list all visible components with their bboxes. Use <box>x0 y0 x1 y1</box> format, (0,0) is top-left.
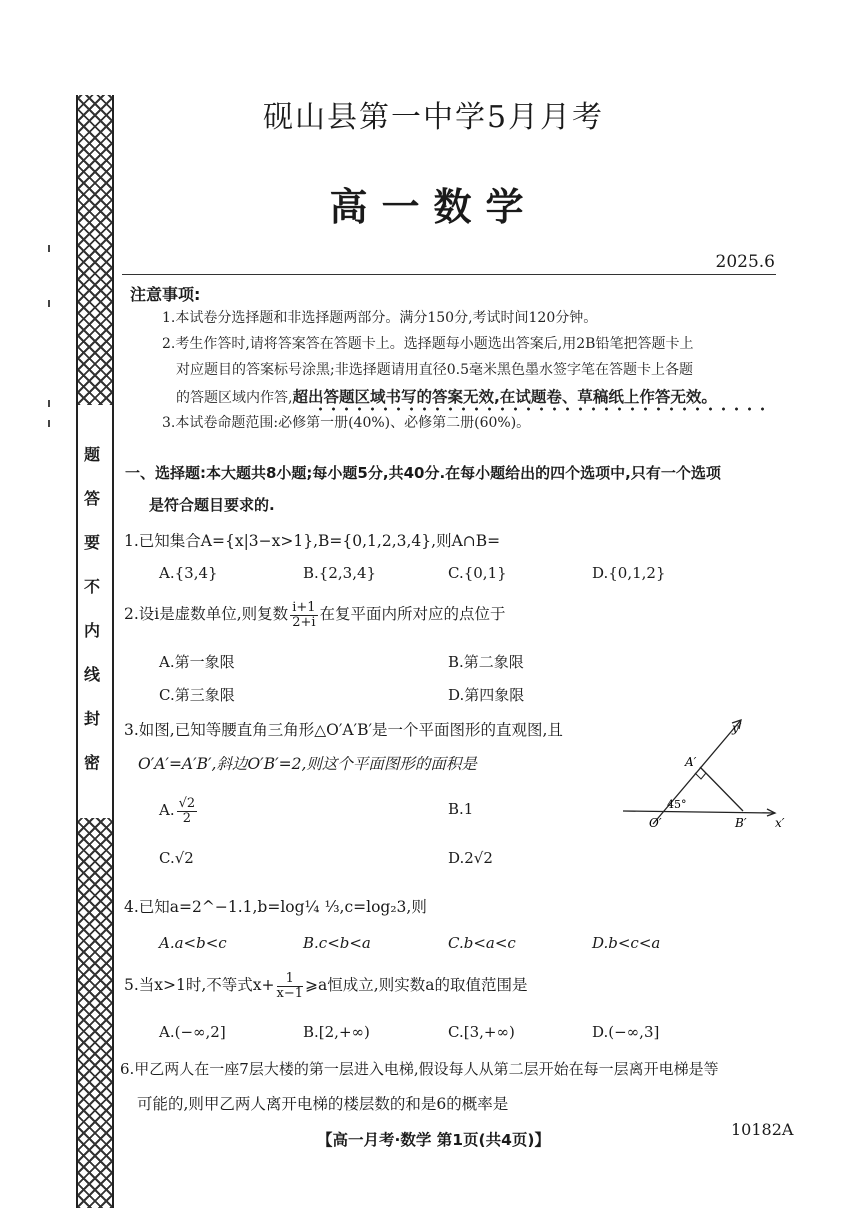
q3-option-c: C.√2 <box>159 849 194 867</box>
q4-option-c: C.b<a<c <box>448 934 516 952</box>
notice-item-1: 1.本试卷分选择题和非选择题两部分。满分150分,考试时间120分钟。 <box>162 310 598 326</box>
q2-frac-denominator: 2+i <box>292 614 316 630</box>
section-heading-line-1: 一、选择题:本大题共8小题;每小题5分,共40分.在每小题给出的四个选项中,只有一个选项 <box>125 464 721 482</box>
notice-normal-text: 的答题区域内作答, <box>176 390 293 406</box>
q3-option-a-fraction <box>177 797 198 825</box>
notice-item-3: 3.本试卷命题范围:必修第一册(40%)、必修第二册(60%)。 <box>162 415 531 431</box>
q2-option-c: C.第三象限 <box>159 686 235 704</box>
q2-option-a: A.第一象限 <box>159 653 235 671</box>
q5-stem-end: ⩾a恒成立,则实数a的取值范围是 <box>305 976 528 995</box>
binding-char-8: 题 <box>84 445 101 464</box>
point-a-label: A′ <box>685 755 697 769</box>
binding-char-2: 封 <box>84 709 101 728</box>
q3-option-b: B.1 <box>448 800 474 818</box>
segment-a-b <box>700 767 743 811</box>
q4-option-d: D.b<c<a <box>592 934 661 952</box>
q4-option-a: A.a<b<c <box>159 934 227 952</box>
notice-emphasis-text: 超出答题区域书写的答案无效,在试题卷、草稿纸上作答无效。 <box>292 388 717 406</box>
point-o-label: O′ <box>649 816 662 830</box>
cut-line-mark <box>48 400 50 407</box>
question-4-stem: 4.已知a=2^−1.1,b=log¼ ⅓,c=log₂3,则 <box>124 898 427 916</box>
angle-label: 45° <box>667 798 687 811</box>
x-axis-line <box>623 811 775 813</box>
binding-char-1: 密 <box>84 753 101 772</box>
point-b-label: B′ <box>735 816 747 830</box>
binding-char-7: 答 <box>84 489 101 508</box>
q3-option-a-denominator: 2 <box>182 810 192 826</box>
q3-option-a-prefix: A. <box>159 801 175 820</box>
q1-option-c: C.{0,1} <box>448 564 507 582</box>
binding-strip-pattern-top <box>76 95 114 405</box>
header-divider <box>122 274 776 275</box>
q5-option-d: D.(−∞,3] <box>592 1023 660 1041</box>
x-axis-label: x′ <box>775 816 785 830</box>
page-footer: 【高一月考·数学 第1页(共4页)】 <box>316 1131 551 1149</box>
q2-frac-numerator: i+1 <box>292 600 316 615</box>
q5-frac-numerator: 1 <box>277 972 304 987</box>
notice-item-2-line-1: 2.考生作答时,请将答案答在答题卡上。选择题每小题选出答案后,用2B铅笔把答题卡上 <box>162 336 694 352</box>
question-3-stem-line-1: 3.如图,已知等腰直角三角形△O′A′B′是一个平面图形的直观图,且 <box>124 721 563 739</box>
question-1-stem: 1.已知集合A={x|3−x>1},B={0,1,2,3,4},则A∩B= <box>124 532 501 550</box>
q2-stem-end: 在复平面内所对应的点位于 <box>319 605 506 624</box>
q2-fraction <box>290 601 317 629</box>
section-heading-line-2: 是符合题目要求的. <box>149 496 275 514</box>
notice-heading: 注意事项: <box>130 285 201 304</box>
right-angle-mark <box>695 773 706 779</box>
question-2-stem <box>124 601 506 629</box>
q5-stem-start: 5.当x>1时,不等式x+ <box>124 976 275 995</box>
q3-option-d: D.2√2 <box>448 849 493 867</box>
exam-title: 砚山县第一中学5月月考 <box>262 100 605 135</box>
notice-item-2-line-2: 对应题目的答案标号涂黑;非选择题请用直径0.5毫米黑色墨水签字笔在答题卡上各题 <box>176 362 693 378</box>
q5-option-c: C.[3,+∞) <box>448 1023 515 1041</box>
question-3-stem-line-2: O′A′=A′B′,斜边O′B′=2,则这个平面图形的面积是 <box>138 755 477 773</box>
q3-option-a <box>159 797 199 825</box>
q3-figure <box>615 712 790 837</box>
q1-option-b: B.{2,3,4} <box>303 564 377 582</box>
q5-option-b: B.[2,+∞) <box>303 1023 370 1041</box>
q5-option-a: A.(−∞,2] <box>159 1023 226 1041</box>
notice-item-2-line-3 <box>176 385 717 407</box>
q4-option-b: B.c<b<a <box>303 934 371 952</box>
cut-line-mark <box>48 245 50 252</box>
exam-date: 2025.6 <box>715 252 775 272</box>
q1-option-a: A.{3,4} <box>159 564 218 582</box>
q2-option-d: D.第四象限 <box>448 686 525 704</box>
cut-line-mark <box>48 420 50 427</box>
q2-stem-start: 2.设i是虚数单位,则复数 <box>124 605 289 624</box>
binding-char-4: 内 <box>84 621 101 640</box>
q2-option-b: B.第二象限 <box>448 653 524 671</box>
paper-code: 10182A <box>731 1120 794 1139</box>
q3-option-a-numerator: √2 <box>178 796 196 811</box>
binding-char-6: 要 <box>84 533 101 552</box>
q1-option-d: D.{0,1,2} <box>592 564 666 582</box>
subject-title: 高一数学 <box>329 185 538 229</box>
q5-frac-denominator: x−1 <box>276 985 304 1001</box>
y-axis-label: y′ <box>732 721 742 735</box>
question-6-line-1: 6.甲乙两人在一座7层大楼的第一层进入电梯,假设每人从第二层开始在每一层离开电梯是等 <box>120 1060 719 1078</box>
cut-line-mark <box>48 300 50 307</box>
q5-fraction <box>277 972 304 1000</box>
question-6-line-2: 可能的,则甲乙两人离开电梯的楼层数的和是6的概率是 <box>137 1095 509 1113</box>
binding-char-3: 线 <box>84 665 101 684</box>
question-5-stem <box>124 972 527 1000</box>
binding-char-5: 不 <box>84 577 101 596</box>
